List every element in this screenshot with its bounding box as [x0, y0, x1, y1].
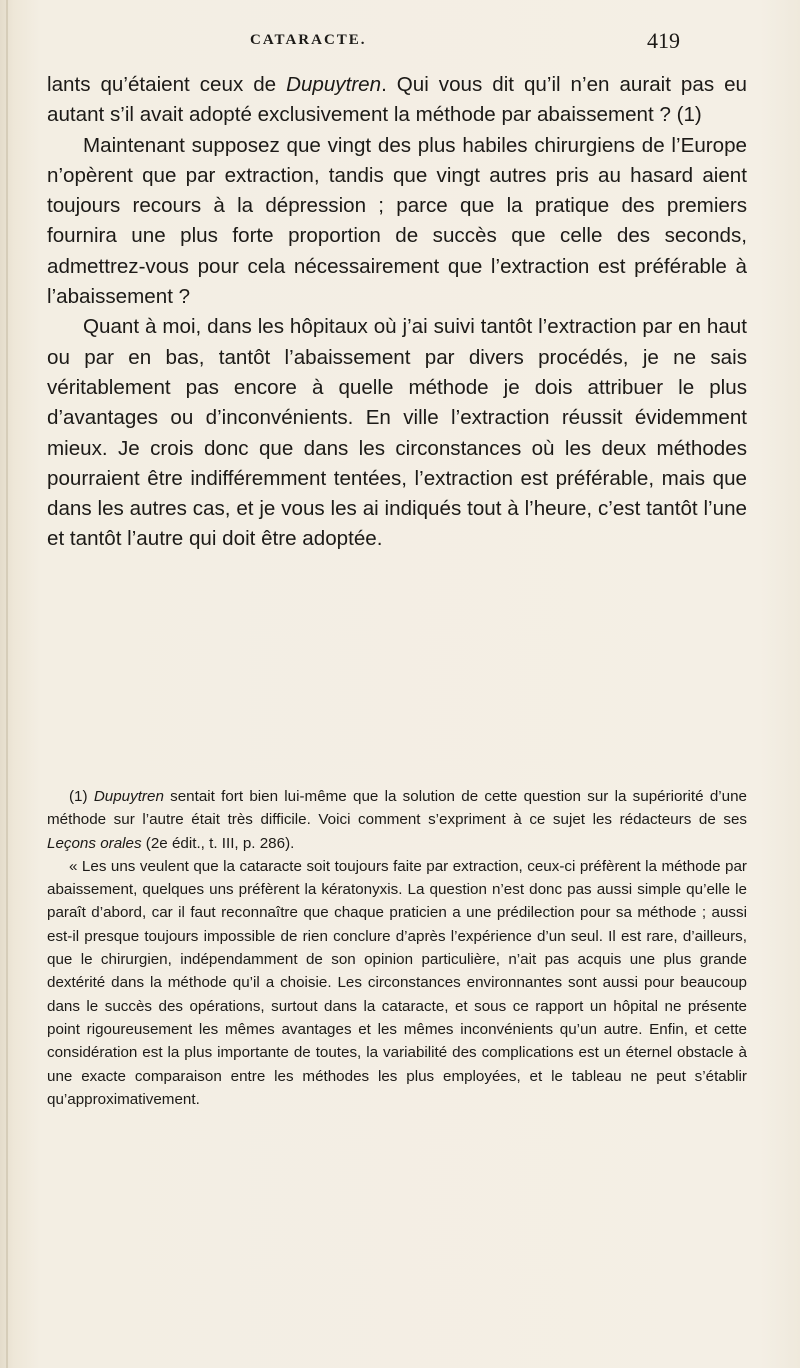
paragraph-1-end: . Qui vous dit qu’il n’en aurait pas eu autant s’il avait adopté exclusivement la méthode par abaissement ? (1)	[47, 73, 748, 127]
running-title: CATARACTE.	[250, 32, 367, 48]
footnote-marker: (1)	[69, 788, 94, 805]
footnote-1-middle: sentait fort bien lui-même que la solution de cette question sur la supériorité d’une méthode sur l’autre était très difficile. Voici comment s’expriment à ce sujet les rédacteurs de ses	[47, 788, 747, 829]
page-header	[250, 28, 680, 58]
footnote-quote: « Les uns veulent que la cataracte soit toujours faite par extraction, ceux-ci préfèrent la méthode par abaissement, quelques uns préfèrent la kératonyxis. La question n’est donc pas aussi simple qu’elle le paraît d’abord, car il faut reconnaître que chaque praticien a une prédilection pour sa méthode ; aussi est-il presque toujours impossible de rien conclure d’après l’expérience d’un seul. Il est rare, d’ailleurs, que le chirurgien, indépendamment de son opinion particulière, n’ait pas acquis une plus grande dextérité dans la méthode qu’il a choisie. Les circonstances environnantes sont aussi pour beaucoup dans le succès des opérations, surtout dans la cataracte, et sous ce rapport un hôpital ne présente point rigoureusement les mêmes avantages et les mêmes inconvénients qu’un autre. Enfin, et cette considération est la plus importante de toutes, la variabilité des complications est un éternel obstacle à une exacte comparaison entre les méthodes les plus employées, et le tableau ne peut s’établir qu’approximativement.	[47, 857, 747, 1108]
author-name: Dupuytren	[286, 73, 382, 96]
footnotes	[47, 785, 747, 1111]
footnote-1	[47, 785, 747, 855]
footnote-author-name: Dupuytren	[93, 788, 164, 805]
main-text	[47, 70, 747, 555]
paragraph-2: Maintenant supposez que vingt des plus habiles chirurgiens de l’Europe n’opèrent que par extraction, tandis que vingt autres pris au hasard aient toujours recours à la dépression ; parce que la pratique des premiers fournira une plus forte proportion de succès que celle des seconds, admettrez-vous pour cela nécessairement que l’extraction est préférable à l’abaissement ?	[47, 133, 747, 309]
book-title: Leçons orales	[47, 834, 142, 852]
footnote-1-end: (2e édit., t. III, p. 286).	[141, 834, 295, 852]
paragraph-1	[47, 70, 747, 131]
paragraph-3: Quant à moi, dans les hôpitaux où j’ai suivi tantôt l’extraction par en haut ou par en bas, tantôt l’abaissement par divers procédés, je ne sais véritablement pas encore à quelle méthode je dois attribuer le plus d’avantages ou d’inconvénients. En ville l’extraction réussit évidemment mieux. Je crois donc que dans les circonstances où les deux méthodes pourraient être indifféremment tentées, l’extraction est préférable, mais que dans les autres cas, et je vous les ai indiqués tout à l’heure, c’est tantôt l’une et tantôt l’autre qui doit être adoptée.	[47, 315, 747, 551]
page-number: 419	[647, 28, 680, 53]
paragraph-1-start: lants qu’étaient ceux de	[47, 73, 287, 96]
binding-edge	[6, 0, 8, 1368]
